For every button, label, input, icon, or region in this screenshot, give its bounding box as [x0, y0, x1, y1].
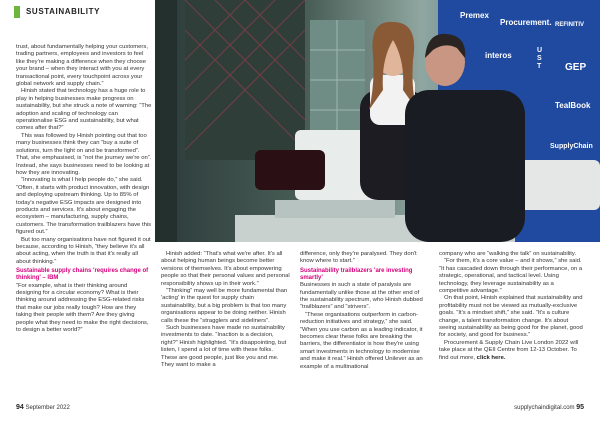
site-url: supplychaindigital.com — [514, 405, 575, 411]
svg-text:TealBook: TealBook — [555, 101, 591, 110]
svg-text:S: S — [537, 55, 542, 62]
text-column-1 — [16, 44, 153, 334]
paragraph: trust, about fundamentally helping your customers, trading partners, employees and investors to feel like they're making a difference when they choose your brand – when they interact with you at every transactional point, every touchpoint across your global network and supply chain.” — [16, 44, 148, 88]
svg-text:REFINITIV: REFINITIV — [555, 22, 585, 28]
paragraph: On that point, Hinish explained that sustainability and profitability must not be viewed as mutually-exclusive goals. “It's a mindset shift,” she said. “It's a culture change, a talent transformation change. It's about seeing sustainability as being good for the planet, good for society, and good for business.” — [439, 295, 583, 339]
page-number-left: 94 — [16, 404, 24, 411]
svg-text:SupplyChain: SupplyChain — [550, 143, 593, 150]
paragraph: This was followed by Hinish pointing out that too many businesses think they can “buy a suite of solutions, turn the light on and be transformed”. That, she emphasised, is “not the journey we're on”. Instead, she says businesses need to be looking at how they are innovating. — [16, 132, 152, 176]
feature-photo — [155, 0, 600, 242]
svg-text:interos: interos — [485, 51, 512, 60]
paragraph: “Thinking” may well be more fundamental than 'acting' in the quest for supply chain sustainability, but a big problem is that too many organisations appear to be doing neither. Hinish calls these the “stragglers and sideliners”. — [161, 288, 288, 324]
click-here-link[interactable]: click here. — [476, 354, 506, 361]
paragraph: “Innovating is what I help people do,” she said. “Often, it starts with product innovation, with design and deploying upstream thinking. Up to 85% of today's negative ESG impacts are designed into products and services. It's about engaging the ecosystem – manufacturing, supply chains, customers. The transformation trailblazers have this figured out.” — [16, 177, 152, 236]
closing-text: Procurement & Supply Chain Live London 2022 will take place at the QEII Centre from 12-13 October. To find out more, — [439, 339, 579, 361]
issue-date: September 2022 — [25, 405, 70, 411]
paragraph: “For example, what is their thinking around designing for a circular economy? What is their thinking around addressing the ESG-related risks that make our jobs really tough? How are they taking their people with them? Are they giving people what they need to make the right decisions, to design a better world?” — [16, 282, 149, 334]
text-column-3 — [300, 251, 429, 371]
paragraph: Hinish stated that technology has a huge role to play in helping businesses make progress on sustainability, but she struck a note of warning: “The adoption and scaling of technology can operationalise ESG and sustainability, but what comes after that?” — [16, 88, 152, 132]
svg-text:T: T — [537, 63, 542, 70]
section-header — [0, 0, 155, 22]
text-column-4 — [439, 251, 584, 362]
paragraph: Hinish added: “That's what we're after. It's all about helping human beings become better versions of themselves. It's about empowering people so that their personal values and personal responsibility shows up in their work.” — [161, 251, 290, 287]
paragraph: But too many organisations have not figured it out because, according to Hinish, “they believe it's all about acting, when the truth is that it's really all about thinking.” — [16, 236, 151, 265]
paragraph: Such businesses have made no sustainability investments to date. “Inaction is a decision, right?” Hinish highlighted. “It's disappointing, but listen, I spend a lot of time with these folks. These are good people, just like you and me. They want to make a — [161, 325, 287, 369]
svg-text:U: U — [537, 47, 543, 54]
paragraph: difference, only they're paralysed. They don't know where to start.” — [300, 251, 417, 265]
svg-text:GEP: GEP — [565, 62, 587, 73]
section-accent-bar — [14, 6, 20, 18]
paragraph: Businesses in such a state of paralysis are fundamentally unlike those at the other end of the sustainability spectrum, who Hinish dubbed “trailblazers” and “strivers”. — [300, 282, 423, 311]
paragraph — [439, 340, 584, 362]
text-column-2 — [161, 251, 290, 370]
svg-text:Premex: Premex — [460, 11, 489, 20]
subheading: Sustainability trailblazers 'are investing smartly' — [300, 267, 413, 282]
paragraph: “For them, it's a core value – and it shows,” she said. “It has cascaded down through their performance, on a strategic, operational, and tactical level. Using technology, they leverage sustainability as a competitive advantage.” — [439, 258, 583, 295]
paragraph: company who are “walking the talk” on sustainability. — [439, 251, 577, 257]
paragraph: “These organisations outperform in carbon-reduction initiatives and strategy,” she said. “When you use carbon as a leading indicator, it becomes clear these folks are breaking the barriers, the differentiator is how they're using smart investments in technology to modernise and make it real.” Hinish offered Unilever as an example of a multinational — [300, 311, 423, 370]
svg-text:Procurement.: Procurement. — [500, 18, 552, 27]
page-number-right: 95 — [576, 404, 584, 411]
footer-left — [16, 404, 70, 416]
footer-right — [514, 404, 584, 416]
subheading: Sustainable supply chains 'requires change of thinking' – IBM — [16, 268, 149, 282]
section-title: SUSTAINABILITY — [26, 7, 101, 16]
